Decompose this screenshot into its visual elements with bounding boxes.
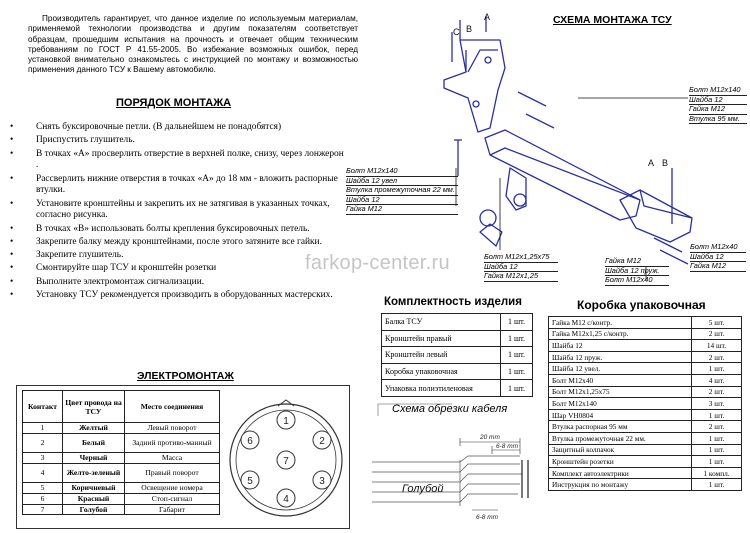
cable-dimension: 20 mm <box>480 434 500 441</box>
socket-diagram <box>228 398 346 524</box>
intro-text: Производитель гарантирует, что данное изделие по используемым материалам, применяемой технологии производства и другим показателям соответствует образцам, прошедшим испытания на прочность и отвечает общим техническим требованиям по ГОСТ Р 41.55-2005. Во избежание возможных ошибок, перед установкой внимательно ознакомьтесь с инструкцией по монтажу и возможностью применения данного ТСУ к Вашему автомобилю. <box>28 14 358 75</box>
parts-label-top-right: Болт M12x140 Шайба 12 Гайка M12 Втулка 95 мм. <box>689 86 747 124</box>
steps-list <box>8 122 348 303</box>
wiring-header: Контакт <box>23 391 63 423</box>
box-item: Кронштейн розетки <box>549 456 692 468</box>
table-row <box>549 398 742 410</box>
table-row <box>549 351 742 363</box>
step-item: • Закрепите глушитель. <box>8 250 348 262</box>
table-row <box>549 432 742 444</box>
kit-qty: 1 шт. <box>501 314 533 331</box>
step-item: • Приспустить глушитель. <box>8 135 348 147</box>
socket-pin: 7 <box>283 456 289 467</box>
connection-point: Стоп-сигнал <box>125 493 220 504</box>
box-item: Втулка промежуточная 22 мм. <box>549 432 692 444</box>
connection-point: Задний противо-манный <box>125 433 220 452</box>
kit-qty: 1 шт. <box>501 330 533 347</box>
box-item: Гайка M12x1,25 с/контр. <box>549 328 692 340</box>
kit-qty: 1 шт. <box>501 380 533 397</box>
box-qty: 1 шт. <box>692 456 742 468</box>
table-row <box>23 433 220 452</box>
box-qty: 2 шт. <box>692 351 742 363</box>
table-row <box>549 374 742 386</box>
table-row <box>549 421 742 433</box>
parts-label-bottom-middle: Гайка M12 Шайба 12 пруж. Болт M12x40 <box>605 257 669 286</box>
box-item: Защитный колпачок <box>549 444 692 456</box>
wire-color: Красный <box>63 493 125 504</box>
step-item: • В точках «А» просверлить отверстие в верхней полке, снизу, через лонжерон . <box>8 149 348 172</box>
wire-color: Коричневый <box>63 482 125 493</box>
table-row <box>549 409 742 421</box>
wire-color: Белый <box>63 433 125 452</box>
kit-qty: 1 шт. <box>501 363 533 380</box>
kit-item: Упаковка полиэтиленовая <box>382 380 501 397</box>
table-row <box>549 444 742 456</box>
step-item: • Установите кронштейны и закрепить их не затягивая в указанных точках, согласно рисунка. <box>8 199 348 222</box>
step-item: • Выполните электромонтаж сигнализации. <box>8 277 348 289</box>
box-qty: 5 шт. <box>692 317 742 329</box>
point-letter: B <box>662 158 669 168</box>
box-qty: 2 шт. <box>692 386 742 398</box>
box-qty: 4 шт. <box>692 374 742 386</box>
pin-number: 5 <box>23 482 63 493</box>
kit-item: Кронштейн правый <box>382 330 501 347</box>
box-item: Шайба 12 пруж. <box>549 351 692 363</box>
box-item: Болт M12x1,25x75 <box>549 386 692 398</box>
box-table <box>548 316 742 491</box>
table-row <box>549 317 742 329</box>
cable-diagram <box>372 398 544 526</box>
point-letter: A <box>484 12 491 22</box>
pin-number: 2 <box>23 433 63 452</box>
cable-dimension: 6-8 mm <box>496 443 519 450</box>
wiring-header: Цвет провода на ТСУ <box>63 391 125 423</box>
wire-color: Желтый <box>63 423 125 434</box>
box-qty: 1 шт. <box>692 363 742 375</box>
kit-qty: 1 шт. <box>501 347 533 364</box>
table-row <box>549 467 742 479</box>
socket-pin: 1 <box>283 416 289 427</box>
box-qty: 2 шт. <box>692 328 742 340</box>
table-row <box>382 330 533 347</box>
table-row <box>23 482 220 493</box>
step-item: • Смонтируйте шар ТСУ и кронштейн розетки <box>8 263 348 275</box>
step-item: • Закрепите балку между кронштейнами, после этого затяните все гайки. <box>8 237 348 249</box>
wire-color: Черный <box>63 452 125 463</box>
wire-color: Голубой <box>63 504 125 515</box>
box-item: Шар VH0804 <box>549 409 692 421</box>
order-title: ПОРЯДОК МОНТАЖА <box>116 97 232 109</box>
socket-pin: 5 <box>247 476 253 487</box>
box-qty: 1 шт. <box>692 444 742 456</box>
point-letter: A <box>648 158 655 168</box>
socket-pin: 2 <box>319 436 325 447</box>
table-row <box>23 504 220 515</box>
step-item: • Рассверлить нижние отверстия в точках «А» до 18 мм - вложить распорные втулки. <box>8 174 348 197</box>
box-title: Коробка упаковочная <box>577 298 706 312</box>
table-row <box>549 340 742 352</box>
box-qty: 1 шт. <box>692 432 742 444</box>
table-row <box>23 423 220 434</box>
point-letter: C <box>453 27 460 37</box>
pin-number: 7 <box>23 504 63 515</box>
parts-label-middle: Болт M12x1,25x75 Шайба 12 Гайка M12x1,25 <box>484 253 558 282</box>
box-item: Втулка распорная 95 мм <box>549 421 692 433</box>
wiring-table <box>22 390 220 515</box>
connection-point: Габарит <box>125 504 220 515</box>
cable-title: Схема обрезки кабеля <box>392 403 508 415</box>
kit-item: Балка ТСУ <box>382 314 501 331</box>
wiring-header: Место соединения <box>125 391 220 423</box>
kit-item: Кронштейн левый <box>382 347 501 364</box>
cable-dimension: 6-8 mm <box>476 514 499 521</box>
box-qty: 1 шт. <box>692 409 742 421</box>
connection-point: Освещение номера <box>125 482 220 493</box>
table-row <box>549 363 742 375</box>
socket-pin: 6 <box>247 436 253 447</box>
cable-wire-label: Голубой <box>402 483 444 495</box>
mounting-diagram <box>340 10 750 290</box>
kit-title: Комплектность изделия <box>384 296 522 308</box>
table-row <box>549 479 742 491</box>
box-item: Шайба 12 <box>549 340 692 352</box>
parts-label-bottom-right: Болт M12x40 Шайба 12 Гайка M12 <box>690 243 746 272</box>
connection-point: Правый поворот <box>125 463 220 482</box>
pin-number: 1 <box>23 423 63 434</box>
pin-number: 3 <box>23 452 63 463</box>
step-item: • Установку ТСУ рекомендуется производить в оборудованных мастерских. <box>8 290 348 302</box>
diagram-title: СХЕМА МОНТАЖА ТСУ <box>553 14 672 26</box>
table-row <box>23 493 220 504</box>
kit-item: Коробка упаковочная <box>382 363 501 380</box>
table-row <box>23 452 220 463</box>
table-row <box>549 386 742 398</box>
table-row <box>382 347 533 364</box>
box-qty: 1 компл. <box>692 467 742 479</box>
electro-title: ЭЛЕКТРОМОНТАЖ <box>137 370 234 382</box>
table-row <box>382 380 533 397</box>
box-qty: 2 шт. <box>692 421 742 433</box>
pin-number: 6 <box>23 493 63 504</box>
parts-label-left: Болт M12x140 Шайба 12 увел Втулка промежуточная 22 мм. Шайба 12 Гайка M12 <box>346 167 458 215</box>
box-qty: 1 шт. <box>692 479 742 491</box>
kit-table <box>381 313 533 397</box>
table-row <box>23 463 220 482</box>
connection-point: Левый поворот <box>125 423 220 434</box>
box-qty: 14 шт. <box>692 340 742 352</box>
box-item: Шайба 12 увел. <box>549 363 692 375</box>
wire-color: Желто-зеленый <box>63 463 125 482</box>
socket-pin: 3 <box>319 476 325 487</box>
table-row <box>382 314 533 331</box>
watermark: farkop-center.ru <box>305 252 450 274</box>
connection-point: Масса <box>125 452 220 463</box>
point-letter: B <box>466 24 473 34</box>
box-item: Комплект автоэлектрики <box>549 467 692 479</box>
box-item: Гайка M12 с/контр. <box>549 317 692 329</box>
table-row <box>549 456 742 468</box>
box-item: Болт M12x140 <box>549 398 692 410</box>
pin-number: 4 <box>23 463 63 482</box>
box-item: Болт M12x40 <box>549 374 692 386</box>
step-item: • В точках «В» использовать болты крепления буксировочных петель. <box>8 224 348 236</box>
box-qty: 3 шт. <box>692 398 742 410</box>
socket-pin: 4 <box>283 494 289 505</box>
box-item: Инструкция по монтажу <box>549 479 692 491</box>
table-row <box>549 328 742 340</box>
step-item: • Снять буксировочные петли. (В дальнейшем не понадобятся) <box>8 122 348 134</box>
table-row <box>382 363 533 380</box>
